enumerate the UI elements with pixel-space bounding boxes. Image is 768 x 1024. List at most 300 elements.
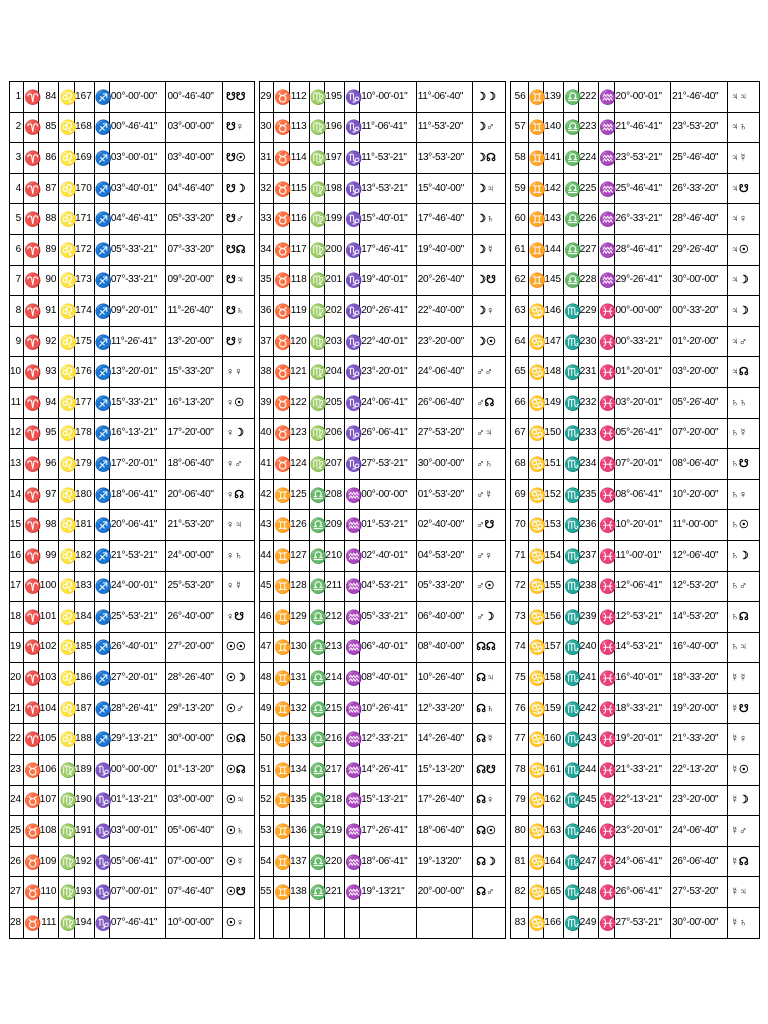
cell-sign-2: ♍ xyxy=(309,296,324,327)
cell-lord-pair: ♄☊ xyxy=(727,602,759,633)
cell-end-degree: 00°-46'-40" xyxy=(166,82,223,113)
cell-sign-3: ♐ xyxy=(94,602,109,633)
cell-number-3: 187 xyxy=(74,693,94,724)
cell-sign-3: ♑ xyxy=(94,816,109,847)
cell-row-number: 26 xyxy=(10,846,24,877)
cell-sign-2: ♌ xyxy=(59,296,74,327)
cell-start-degree: 23°-20'-01" xyxy=(614,816,671,847)
table-row xyxy=(10,112,760,143)
cell-sign-2: ♏ xyxy=(564,510,579,541)
cell-sign-1: ♉ xyxy=(24,816,39,847)
cell-row-number: 48 xyxy=(260,663,274,694)
cell-number-3: 194 xyxy=(74,908,94,939)
cell-number-3: 191 xyxy=(74,816,94,847)
cell-end-degree: 03°-40'-00" xyxy=(166,143,223,174)
cell-end-degree: 30°-00'-00" xyxy=(671,908,728,939)
cell-lord-pair: ☽♃ xyxy=(473,173,505,204)
cell-row-number: 47 xyxy=(260,632,274,663)
cell-start-degree: 15°-33'-21" xyxy=(109,387,166,418)
cell-sign-1: ♊ xyxy=(274,724,289,755)
cell-number-2: 112 xyxy=(289,82,309,113)
cell-sign-1: ♉ xyxy=(24,908,39,939)
cell-number-2: 152 xyxy=(543,479,563,510)
cell-end-degree: 06°-40'-00" xyxy=(416,602,473,633)
cell-end-degree: 22°-13'-20" xyxy=(671,755,728,786)
cell-sign-2: ♏ xyxy=(564,663,579,694)
cell-number-2: 110 xyxy=(39,877,59,908)
cell-sign-2: ♏ xyxy=(564,632,579,663)
cell-sign-2 xyxy=(309,908,324,939)
cell-number-3: 228 xyxy=(579,265,599,296)
cell-sign-3: ♒ xyxy=(599,173,614,204)
cell-start-degree: 20°-06'-41" xyxy=(109,510,166,541)
cell-sign-3: ♐ xyxy=(94,204,109,235)
cell-sign-3: ♓ xyxy=(599,663,614,694)
cell-start-degree: 21°-53'-21" xyxy=(109,540,166,571)
cell-start-degree: 24°-06'-41" xyxy=(614,846,671,877)
cell-number-2: 131 xyxy=(289,663,309,694)
cell-row-number: 56 xyxy=(510,82,528,113)
cell-number-2: 146 xyxy=(543,296,563,327)
cell-sign-3: ♐ xyxy=(94,82,109,113)
cell-sign-1: ♊ xyxy=(274,510,289,541)
cell-sign-3: ♓ xyxy=(599,326,614,357)
cell-row-number: 40 xyxy=(260,418,274,449)
cell-row-number: 70 xyxy=(510,510,528,541)
cell-sign-1: ♈ xyxy=(24,602,39,633)
cell-sign-3: ♒ xyxy=(599,265,614,296)
cell-end-degree: 16°-13'-20" xyxy=(166,387,223,418)
cell-lord-pair: ♂♀ xyxy=(473,540,505,571)
cell-start-degree: 19°-20'-01" xyxy=(614,724,671,755)
cell-end-degree: 21°-33'-20" xyxy=(671,724,728,755)
cell-lord-pair: ♀☽ xyxy=(222,418,254,449)
cell-lord-pair: ☋☊ xyxy=(222,234,254,265)
cell-number-3: 239 xyxy=(579,602,599,633)
cell-number-2: 95 xyxy=(39,418,59,449)
cell-sign-2: ♍ xyxy=(309,449,324,480)
cell-start-degree: 00°-00'-00" xyxy=(109,82,166,113)
cell-sign-1: ♊ xyxy=(274,602,289,633)
cell-start-degree: 00°-33'-21" xyxy=(614,326,671,357)
cell-sign-1: ♈ xyxy=(24,234,39,265)
cell-number-2: 121 xyxy=(289,357,309,388)
cell-number-3: 189 xyxy=(74,755,94,786)
cell-row-number: 24 xyxy=(10,785,24,816)
nakshatra-table-container xyxy=(9,81,760,943)
cell-sign-3: ♒ xyxy=(345,510,360,541)
cell-end-degree: 02°-40'-00" xyxy=(416,510,473,541)
cell-number-3 xyxy=(324,908,344,939)
cell-sign-2: ♍ xyxy=(309,326,324,357)
table-row xyxy=(10,326,760,357)
cell-end-degree: 08°-06'-40" xyxy=(671,449,728,480)
cell-sign-3: ♐ xyxy=(94,663,109,694)
table-row xyxy=(10,479,760,510)
cell-lord-pair: ♃♄ xyxy=(727,112,759,143)
cell-lord-pair: ☊☽ xyxy=(473,846,505,877)
cell-lord-pair: ☽♄ xyxy=(473,204,505,235)
cell-row-number: 33 xyxy=(260,204,274,235)
cell-end-degree: 13°-53'-20" xyxy=(416,143,473,174)
cell-row-number: 10 xyxy=(10,357,24,388)
cell-row-number: 1 xyxy=(10,82,24,113)
cell-sign-1: ♊ xyxy=(274,540,289,571)
cell-lord-pair: ♃♂ xyxy=(727,326,759,357)
cell-lord-pair: ☉☿ xyxy=(222,846,254,877)
cell-sign-1: ♈ xyxy=(24,387,39,418)
cell-lord-pair: ☿♀ xyxy=(727,724,759,755)
cell-sign-3: ♐ xyxy=(94,540,109,571)
cell-start-degree: 12°-33'-21" xyxy=(360,724,417,755)
cell-start-degree: 07°-20'-01" xyxy=(614,449,671,480)
cell-start-degree: 26°-06'-41" xyxy=(360,418,417,449)
cell-number-3: 177 xyxy=(74,387,94,418)
cell-row-number: 46 xyxy=(260,602,274,633)
cell-number-3: 199 xyxy=(324,204,344,235)
cell-start-degree: 15°-40'-01" xyxy=(360,204,417,235)
cell-number-2: 157 xyxy=(543,632,563,663)
cell-start-degree: 16°-40'-01" xyxy=(614,663,671,694)
cell-row-number: 35 xyxy=(260,265,274,296)
cell-number-3: 218 xyxy=(324,785,344,816)
cell-number-3: 220 xyxy=(324,846,344,877)
cell-sign-3: ♓ xyxy=(599,387,614,418)
degree-division-table xyxy=(9,81,760,939)
table-row xyxy=(10,632,760,663)
cell-sign-2: ♏ xyxy=(564,816,579,847)
cell-row-number: 78 xyxy=(510,755,528,786)
cell-sign-3: ♓ xyxy=(599,296,614,327)
cell-sign-1: ♈ xyxy=(24,204,39,235)
cell-row-number: 36 xyxy=(260,296,274,327)
cell-number-2: 114 xyxy=(289,143,309,174)
cell-number-2: 117 xyxy=(289,234,309,265)
cell-start-degree: 00°-00'-00" xyxy=(109,755,166,786)
cell-number-2: 150 xyxy=(543,418,563,449)
cell-number-3: 173 xyxy=(74,265,94,296)
cell-start-degree: 19°-13'21" xyxy=(360,877,417,908)
cell-number-3: 182 xyxy=(74,540,94,571)
cell-row-number: 38 xyxy=(260,357,274,388)
cell-row-number: 75 xyxy=(510,663,528,694)
cell-sign-2: ♌ xyxy=(59,724,74,755)
cell-sign-2: ♎ xyxy=(564,173,579,204)
cell-number-3: 234 xyxy=(579,449,599,480)
cell-start-degree: 03°-20'-01" xyxy=(614,387,671,418)
cell-sign-3: ♑ xyxy=(345,418,360,449)
cell-lord-pair: ♂☽ xyxy=(473,602,505,633)
cell-number-3: 227 xyxy=(579,234,599,265)
cell-sign-3: ♒ xyxy=(345,816,360,847)
cell-sign-1: ♈ xyxy=(24,143,39,174)
cell-sign-3: ♓ xyxy=(599,785,614,816)
cell-row-number: 50 xyxy=(260,724,274,755)
cell-number-2: 127 xyxy=(289,540,309,571)
cell-sign-1: ♊ xyxy=(528,143,543,174)
cell-number-3: 202 xyxy=(324,296,344,327)
cell-end-degree: 11°-06'-40" xyxy=(416,82,473,113)
cell-number-3: 181 xyxy=(74,510,94,541)
cell-row-number: 11 xyxy=(10,387,24,418)
cell-number-2: 148 xyxy=(543,357,563,388)
cell-start-degree: 00°-00'-00" xyxy=(360,479,417,510)
cell-sign-1: ♊ xyxy=(274,479,289,510)
cell-end-degree: 04°-46'-40" xyxy=(166,173,223,204)
cell-sign-3: ♓ xyxy=(599,816,614,847)
cell-start-degree: 18°-33'-21" xyxy=(614,693,671,724)
cell-number-3: 197 xyxy=(324,143,344,174)
cell-sign-3: ♒ xyxy=(345,602,360,633)
cell-number-2: 149 xyxy=(543,387,563,418)
cell-sign-3: ♒ xyxy=(599,112,614,143)
cell-number-2: 143 xyxy=(543,204,563,235)
cell-sign-1: ♊ xyxy=(274,877,289,908)
cell-lord-pair: ☉☊ xyxy=(222,724,254,755)
table-row xyxy=(10,234,760,265)
cell-sign-3: ♓ xyxy=(599,479,614,510)
cell-sign-3: ♐ xyxy=(94,418,109,449)
cell-sign-2: ♏ xyxy=(564,387,579,418)
cell-start-degree: 09°-20'-01" xyxy=(109,296,166,327)
cell-start-degree: 21°-46'-41" xyxy=(614,112,671,143)
cell-number-3: 211 xyxy=(324,571,344,602)
cell-number-2: 136 xyxy=(289,816,309,847)
cell-lord-pair: ♄☿ xyxy=(727,418,759,449)
cell-number-2: 96 xyxy=(39,449,59,480)
cell-sign-1: ♋ xyxy=(528,724,543,755)
cell-number-3: 225 xyxy=(579,173,599,204)
cell-sign-1: ♋ xyxy=(528,326,543,357)
cell-end-degree: 20°-26'-40" xyxy=(416,265,473,296)
cell-start-degree: 11°-53'-21" xyxy=(360,143,417,174)
cell-number-3: 231 xyxy=(579,357,599,388)
cell-lord-pair: ♀♂ xyxy=(222,449,254,480)
cell-number-3: 222 xyxy=(579,82,599,113)
cell-sign-2: ♏ xyxy=(564,326,579,357)
cell-start-degree: 29°-13'-21" xyxy=(109,724,166,755)
cell-end-degree: 23°-20'-00" xyxy=(416,326,473,357)
cell-end-degree: 28°-26'-40" xyxy=(166,663,223,694)
cell-sign-1: ♉ xyxy=(274,204,289,235)
cell-end-degree: 28°-46'-40" xyxy=(671,204,728,235)
cell-sign-2: ♏ xyxy=(564,785,579,816)
cell-number-2: 115 xyxy=(289,173,309,204)
cell-end-degree: 03°-00'-00" xyxy=(166,112,223,143)
cell-row-number: 39 xyxy=(260,387,274,418)
table-row xyxy=(10,540,760,571)
cell-sign-3: ♒ xyxy=(345,755,360,786)
cell-number-2: 93 xyxy=(39,357,59,388)
cell-sign-2: ♎ xyxy=(309,540,324,571)
cell-number-3: 243 xyxy=(579,724,599,755)
cell-row-number: 66 xyxy=(510,387,528,418)
cell-end-degree: 15°-13'-20" xyxy=(416,755,473,786)
cell-end-degree: 21°-46'-40" xyxy=(671,82,728,113)
cell-lord-pair: ♂☊ xyxy=(473,387,505,418)
cell-start-degree: 26°-40'-01" xyxy=(109,632,166,663)
cell-number-2: 140 xyxy=(543,112,563,143)
cell-sign-3: ♐ xyxy=(94,449,109,480)
cell-number-3: 171 xyxy=(74,204,94,235)
cell-lord-pair: ♂☉ xyxy=(473,571,505,602)
cell-sign-1: ♋ xyxy=(528,632,543,663)
cell-sign-2: ♍ xyxy=(59,908,74,939)
cell-lord-pair: ☋♃ xyxy=(222,265,254,296)
table-row xyxy=(10,82,760,113)
cell-end-degree: 21°-53'-20" xyxy=(166,510,223,541)
cell-row-number: 81 xyxy=(510,846,528,877)
cell-number-2: 113 xyxy=(289,112,309,143)
cell-start-degree: 18°-06'-41" xyxy=(360,846,417,877)
cell-number-2: 147 xyxy=(543,326,563,357)
cell-start-degree: 27°-20'-01" xyxy=(109,663,166,694)
cell-lord-pair: ☿☋ xyxy=(727,693,759,724)
cell-lord-pair: ♀♀ xyxy=(222,357,254,388)
cell-end-degree: 24°-06'-40" xyxy=(416,357,473,388)
cell-lord-pair: ☿♂ xyxy=(727,816,759,847)
cell-sign-3: ♐ xyxy=(94,479,109,510)
cell-start-degree: 05°-06'-41" xyxy=(109,846,166,877)
cell-number-2: 85 xyxy=(39,112,59,143)
cell-number-2: 141 xyxy=(543,143,563,174)
cell-number-3: 215 xyxy=(324,693,344,724)
cell-sign-1: ♉ xyxy=(274,82,289,113)
cell-number-3: 175 xyxy=(74,326,94,357)
cell-start-degree: 17°-20'-01" xyxy=(109,449,166,480)
cell-number-3: 223 xyxy=(579,112,599,143)
cell-sign-2: ♏ xyxy=(564,357,579,388)
cell-sign-1: ♋ xyxy=(528,908,543,939)
cell-start-degree: 26°-06'-41" xyxy=(614,877,671,908)
cell-lord-pair: ☊☊ xyxy=(473,632,505,663)
cell-end-degree: 17°-46'-40" xyxy=(416,204,473,235)
cell-row-number: 29 xyxy=(260,82,274,113)
table-row xyxy=(10,571,760,602)
cell-number-2: 160 xyxy=(543,724,563,755)
cell-lord-pair: ♃☽ xyxy=(727,265,759,296)
cell-number-3: 198 xyxy=(324,173,344,204)
cell-start-degree: 13°-20'-01" xyxy=(109,357,166,388)
cell-sign-1: ♈ xyxy=(24,449,39,480)
cell-end-degree: 17°-26'-40" xyxy=(416,785,473,816)
cell-start-degree: 14°-53'-21" xyxy=(614,632,671,663)
cell-end-degree: 19°-13'20" xyxy=(416,846,473,877)
cell-number-2: 135 xyxy=(289,785,309,816)
cell-sign-1: ♉ xyxy=(24,846,39,877)
cell-sign-3: ♒ xyxy=(599,143,614,174)
cell-row-number: 17 xyxy=(10,571,24,602)
cell-sign-1: ♋ xyxy=(528,877,543,908)
table-row xyxy=(10,510,760,541)
cell-sign-3: ♒ xyxy=(345,663,360,694)
cell-sign-2: ♍ xyxy=(59,816,74,847)
cell-start-degree: 19°-40'-01" xyxy=(360,265,417,296)
cell-number-3: 203 xyxy=(324,326,344,357)
cell-number-3: 184 xyxy=(74,602,94,633)
cell-end-degree: 01°-13'-20" xyxy=(166,755,223,786)
cell-number-2: 111 xyxy=(39,908,59,939)
cell-sign-2: ♎ xyxy=(564,143,579,174)
cell-sign-2: ♌ xyxy=(59,173,74,204)
cell-start-degree: 04°-53'-21" xyxy=(360,571,417,602)
cell-number-3: 205 xyxy=(324,387,344,418)
cell-end-degree: 13°-20'-00" xyxy=(166,326,223,357)
cell-number-2: 100 xyxy=(39,571,59,602)
cell-number-3: 237 xyxy=(579,540,599,571)
cell-end-degree: 14°-26'-40" xyxy=(416,724,473,755)
cell-sign-1: ♋ xyxy=(528,663,543,694)
cell-end-degree: 27°-53'-20" xyxy=(671,877,728,908)
cell-sign-2: ♌ xyxy=(59,479,74,510)
cell-start-degree: 00°-00'-00" xyxy=(614,296,671,327)
cell-number-2: 138 xyxy=(289,877,309,908)
cell-number-3: 172 xyxy=(74,234,94,265)
table-row xyxy=(10,204,760,235)
cell-sign-2: ♎ xyxy=(309,877,324,908)
cell-sign-1: ♋ xyxy=(528,693,543,724)
cell-row-number: 21 xyxy=(10,693,24,724)
cell-sign-2: ♍ xyxy=(59,755,74,786)
cell-sign-2: ♍ xyxy=(309,265,324,296)
cell-end-degree: 30°-00'-00" xyxy=(416,449,473,480)
cell-end-degree: 29°-13'-20" xyxy=(166,693,223,724)
cell-sign-1: ♈ xyxy=(24,418,39,449)
cell-lord-pair: ☉☊ xyxy=(222,755,254,786)
cell-lord-pair: ☿♃ xyxy=(727,877,759,908)
cell-end-degree: 15°-33'-20" xyxy=(166,357,223,388)
cell-number-3: 213 xyxy=(324,632,344,663)
cell-sign-1: ♈ xyxy=(24,296,39,327)
cell-end-degree: 24°-00'-00" xyxy=(166,540,223,571)
cell-sign-2: ♏ xyxy=(564,296,579,327)
cell-lord-pair: ♃☊ xyxy=(727,357,759,388)
cell-start-degree: 23°-20'-01" xyxy=(360,357,417,388)
cell-end-degree: 30°-00'-00" xyxy=(166,724,223,755)
cell-number-2: 88 xyxy=(39,204,59,235)
cell-number-3: 195 xyxy=(324,82,344,113)
cell-end-degree: 12°-06'-40" xyxy=(671,540,728,571)
cell-sign-1: ♈ xyxy=(24,173,39,204)
table-row xyxy=(10,877,760,908)
cell-row-number: 28 xyxy=(10,908,24,939)
cell-sign-2: ♏ xyxy=(564,877,579,908)
cell-end-degree: 07°-20'-00" xyxy=(671,418,728,449)
cell-number-2: 129 xyxy=(289,602,309,633)
cell-lord-pair: ☊♀ xyxy=(473,785,505,816)
cell-sign-3: ♑ xyxy=(345,449,360,480)
cell-sign-2: ♏ xyxy=(564,418,579,449)
cell-sign-1: ♈ xyxy=(24,693,39,724)
cell-row-number: 12 xyxy=(10,418,24,449)
cell-number-3: 230 xyxy=(579,326,599,357)
cell-end-degree: 24°-06'-40" xyxy=(671,816,728,847)
cell-start-degree: 25°-46'-41" xyxy=(614,173,671,204)
cell-number-2: 163 xyxy=(543,816,563,847)
cell-sign-1: ♊ xyxy=(528,82,543,113)
cell-start-degree: 03°-00'-01" xyxy=(109,816,166,847)
cell-sign-2: ♎ xyxy=(309,510,324,541)
cell-number-3: 183 xyxy=(74,571,94,602)
cell-number-2: 132 xyxy=(289,693,309,724)
cell-lord-pair: ☊♂ xyxy=(473,877,505,908)
cell-sign-2: ♏ xyxy=(564,908,579,939)
cell-sign-3: ♑ xyxy=(94,785,109,816)
table-row xyxy=(10,724,760,755)
cell-end-degree: 09°-20'-00" xyxy=(166,265,223,296)
cell-row-number: 8 xyxy=(10,296,24,327)
cell-row-number: 19 xyxy=(10,632,24,663)
